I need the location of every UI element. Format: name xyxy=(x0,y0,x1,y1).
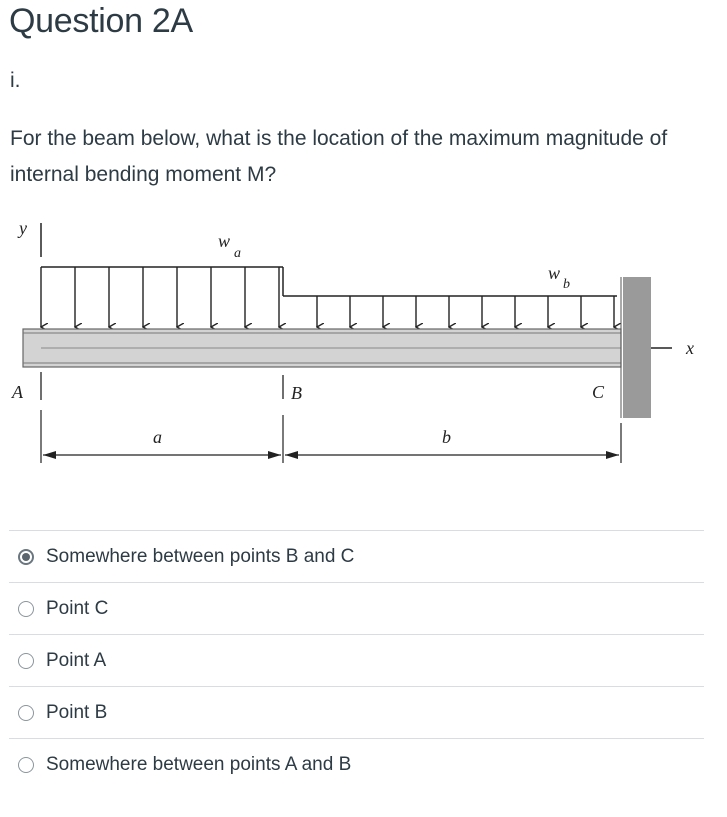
answer-label: Point C xyxy=(46,597,109,619)
answer-label: Point B xyxy=(46,701,108,723)
point-b-marker xyxy=(283,375,302,403)
load-wa xyxy=(41,231,283,327)
point-c-marker xyxy=(592,382,605,402)
x-axis xyxy=(651,338,694,358)
beam-diagram xyxy=(0,215,727,470)
load-wb-label: w xyxy=(548,263,561,283)
answer-option[interactable] xyxy=(9,738,704,790)
answer-option[interactable] xyxy=(9,634,704,686)
answer-option[interactable] xyxy=(9,582,704,634)
radio-button[interactable] xyxy=(18,601,34,617)
radio-button[interactable] xyxy=(18,705,34,721)
answer-label: Somewhere between points A and B xyxy=(46,753,352,775)
answer-option[interactable] xyxy=(9,530,704,582)
dimension-b xyxy=(285,423,621,463)
x-axis-label: x xyxy=(686,338,694,358)
radio-button[interactable] xyxy=(18,549,34,565)
load-wa-subscript: a xyxy=(234,246,241,261)
dimension-b-label: b xyxy=(442,427,451,447)
answer-option[interactable] xyxy=(9,686,704,738)
point-c-label: C xyxy=(592,382,605,402)
load-wb xyxy=(283,263,617,327)
dimension-a xyxy=(41,410,283,463)
point-a-marker xyxy=(11,372,41,402)
radio-button[interactable] xyxy=(18,653,34,669)
question-part-label: i. xyxy=(10,69,21,92)
point-a-label: A xyxy=(12,382,23,402)
load-wa-label: w xyxy=(218,231,231,251)
question-prompt: For the beam below, what is the location of the maximum magnitude of internal bending moment M? xyxy=(10,127,668,186)
answer-label: Point A xyxy=(46,649,107,671)
answer-label: Somewhere between points B and C xyxy=(46,545,355,567)
y-axis xyxy=(17,218,41,257)
point-b-label: B xyxy=(291,383,302,403)
y-axis-label: y xyxy=(19,218,27,238)
answer-list xyxy=(9,530,704,790)
question-title: Question 2A xyxy=(9,2,193,40)
dimension-a-label: a xyxy=(153,427,162,447)
radio-button[interactable] xyxy=(18,757,34,773)
fixed-support-wall xyxy=(621,277,651,418)
load-wb-subscript: b xyxy=(563,277,570,292)
beam xyxy=(23,329,621,367)
